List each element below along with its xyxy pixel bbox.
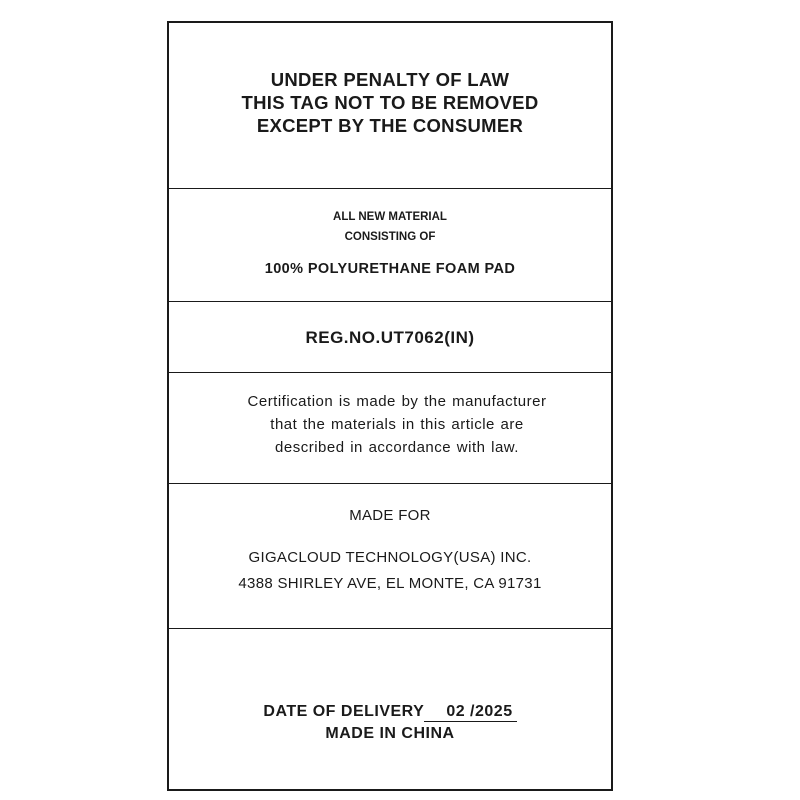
certification-section xyxy=(169,373,611,484)
material-section xyxy=(169,189,611,302)
made-for-heading: MADE FOR xyxy=(349,507,431,524)
made-for-section xyxy=(169,484,611,629)
registration-section xyxy=(169,302,611,373)
certification-line-3: described in accordance with law. xyxy=(275,439,519,456)
certification-line-2: that the materials in this article are xyxy=(270,416,524,433)
material-intro-line-1: ALL NEW MATERIAL xyxy=(333,211,447,223)
warning-line-1: UNDER PENALTY OF LAW xyxy=(270,69,510,90)
material-content: 100% POLYURETHANE FOAM PAD xyxy=(264,261,516,277)
delivery-date-row xyxy=(169,701,611,723)
warning-line-2: THIS TAG NOT TO BE REMOVED xyxy=(241,92,539,113)
country-of-origin: MADE IN CHINA xyxy=(325,725,455,742)
company-name: GIGACLOUD TECHNOLOGY(USA) INC. xyxy=(248,549,532,566)
law-tag xyxy=(167,21,613,791)
registration-number: REG.NO.UT7062(IN) xyxy=(305,328,475,347)
warning-section xyxy=(169,23,611,189)
delivery-date-label: DATE OF DELIVERY xyxy=(263,703,425,720)
delivery-section xyxy=(169,629,611,793)
delivery-date-value: 02 /2025 xyxy=(424,703,516,722)
company-address: 4388 SHIRLEY AVE, EL MONTE, CA 91731 xyxy=(238,575,542,592)
material-intro-line-2: CONSISTING OF xyxy=(344,231,436,243)
warning-line-3: EXCEPT BY THE CONSUMER xyxy=(256,115,524,136)
certification-line-1: Certification is made by the manufacturer xyxy=(247,393,547,410)
